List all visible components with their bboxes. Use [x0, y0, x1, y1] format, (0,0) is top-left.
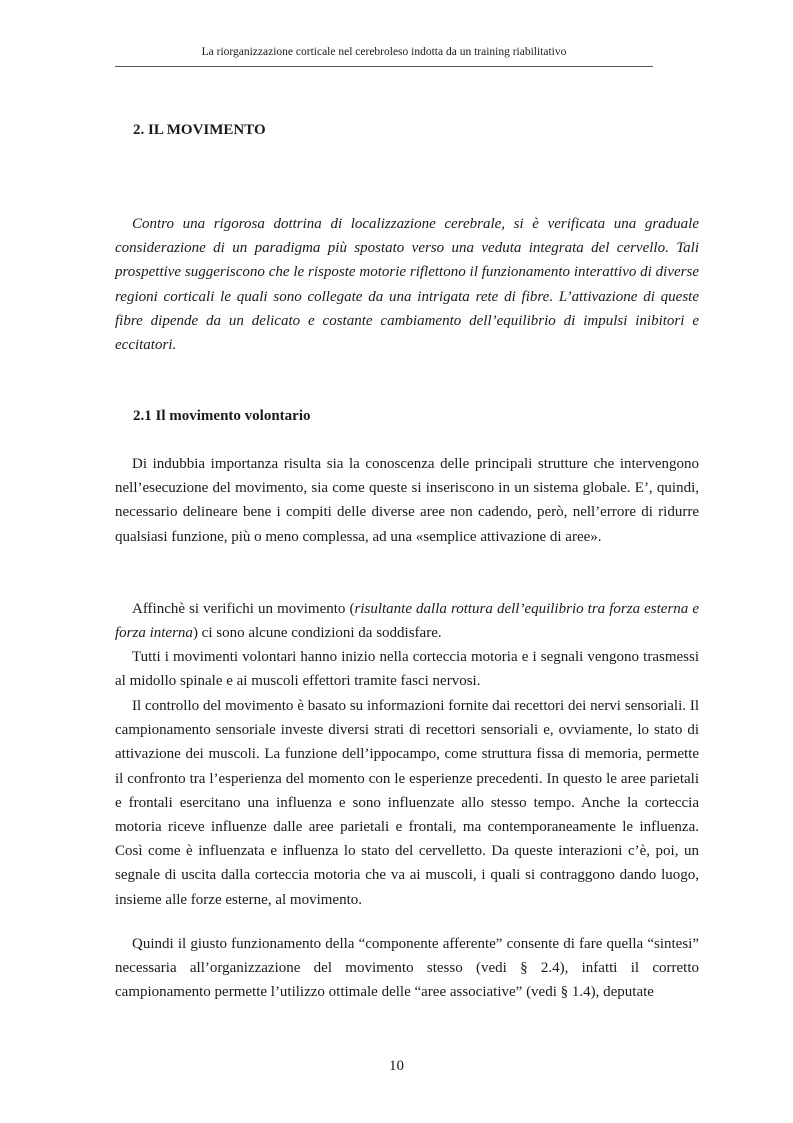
- body-paragraph-1: Di indubbia importanza risulta sia la conoscenza delle principali strutture che intervengono nell’esecuzione del movimento, sia come queste si inseriscono in un sistema globale. E’, quindi, necessario delineare bene i compiti delle diverse aree non cadendo, però, nell’errore di ridurre qualsiasi funzione, più o meno complessa, ad una «semplice attivazione di aree».: [115, 456, 699, 545]
- body-paragraph-4: Il controllo del movimento è basato su informazioni fornite dai recettori dei nervi sensoriali. Il campionamento sensoriale investe diversi strati di recettori sensoriali e, ovviamente, lo stato di attivazione dei muscoli. La funzione dell’ippocampo, come struttura fissa di memoria, permette il confronto tra l’esperienza del momento con le esperienze precedenti. In questo le aree parietali e frontali esercitano una influenza e sono influenzate allo stesso tempo. Anche la corteccia motoria riceve influenze dalle aree parietali e frontali, ma contemporaneamente le influenza. Così come è influenzata e influenza lo stato del cervelletto. Da queste interazioni c’è, poi, un segnale di uscita dalla corteccia motoria che va ai muscoli, i quali si contraggono dando luogo, insieme alle forze esterne, al movimento.: [115, 698, 699, 908]
- body-paragraph-2: [115, 597, 699, 645]
- page-number: 10: [389, 1058, 404, 1074]
- section-abstract: Contro una rigorosa dottrina di localizzazione cerebrale, si è verificata una graduale considerazione di un paradigma più spostato verso una veduta integrata del cervello. Tali prospettive suggeriscono che le risposte motorie riflettono il funzionamento interattivo di diverse regioni corticali le quali sono collegate da una intrigata rete di fibre. L’attivazione di queste fibre dipende da un delicato e costante cambiamento dell’equilibrio di impulsi inibitori e eccitatori.: [115, 216, 699, 354]
- paragraph-2-text-start: Affinchè si verifichi un movimento (: [132, 601, 355, 617]
- running-header: La riorganizzazione corticale nel cerebroleso indotta da un training riabilitativo: [201, 46, 567, 58]
- section-title: 2. IL MOVIMENTO: [133, 122, 266, 138]
- subsection-title: 2.1 Il movimento volontario: [133, 408, 311, 424]
- header-divider: [115, 66, 653, 67]
- body-paragraph-3: Tutti i movimenti volontari hanno inizio nella corteccia motoria e i segnali vengono trasmessi al midollo spinale e ai muscoli effettori tramite fasci nervosi.: [115, 649, 699, 690]
- paragraph-2-text-end: ) ci sono alcune condizioni da soddisfare.: [192, 625, 442, 642]
- body-paragraph-5: Quindi il giusto funzionamento della “componente afferente” consente di fare quella “sintesi” necessaria all’organizzazione del movimento stesso (vedi § 2.4), infatti il corretto campionamento permette l’utilizzo ottimale delle “aree associative” (vedi § 1.4), deputate: [115, 936, 699, 1001]
- paragraph-2-italic-phrase: risultante dalla rottura dell’equilibrio tra forza esterna e forza interna: [115, 601, 700, 642]
